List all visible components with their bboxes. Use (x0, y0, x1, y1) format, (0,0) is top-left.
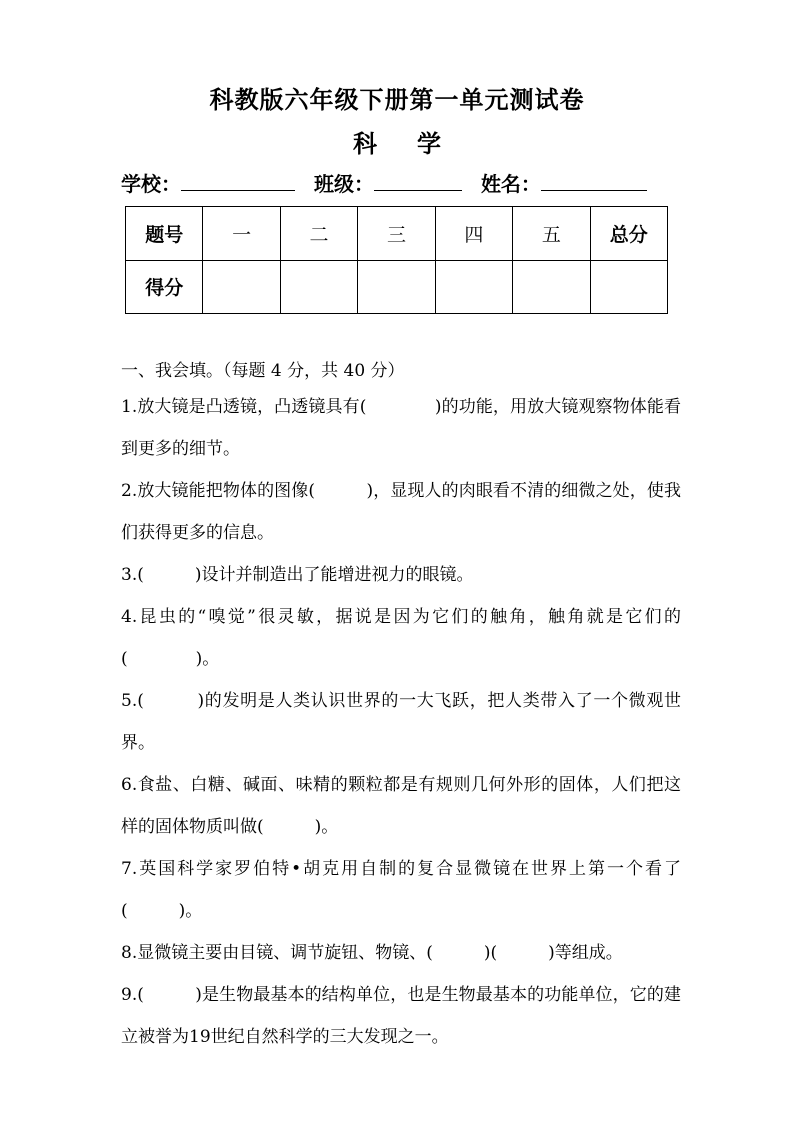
school-label: 学校： (121, 172, 181, 196)
question-4: 4.昆虫的“嗅觉”很灵敏，据说是因为它们的触角，触角就是它们的( )。 (121, 607, 681, 669)
question-6: 6.食盐、白糖、碱面、味精的颗粒都是有规则几何外形的固体，人们把这样的固体物质叫做( )。 (121, 775, 681, 837)
score-row-label: 得分 (126, 260, 203, 314)
header-cell-3: 三 (358, 207, 435, 261)
student-info-row (121, 168, 659, 197)
score-table (125, 206, 668, 314)
score-cell-3 (358, 260, 435, 314)
question-1: 1.放大镜是凸透镜，凸透镜具有( )的功能，用放大镜观察物体能看到更多的细节。 (121, 397, 681, 459)
score-cell-5 (513, 260, 590, 314)
score-table-header-row (126, 207, 668, 261)
header-cell-5: 五 (513, 207, 590, 261)
question-2: 2.放大镜能把物体的图像( )，显现人的肉眼看不清的细微之处，使我们获得更多的信息。 (121, 481, 681, 543)
class-label: 班级： (313, 172, 374, 196)
school-blank (181, 172, 295, 191)
exam-title: 科教版六年级下册第一单元测试卷 (209, 85, 585, 114)
question-5: 5.( )的发明是人类认识世界的一大飞跃，把人类带入了一个微观世界。 (121, 691, 681, 753)
question-3: 3.( )设计并制造出了能增进视力的眼镜。 (121, 565, 474, 585)
header-cell-total: 总分 (590, 207, 667, 261)
header-cell-1: 一 (203, 207, 280, 261)
question-9: 9.( )是生物最基本的结构单位，也是生物最基本的功能单位，它的建立被誉为19世纪自然科学的三大发现之一。 (121, 985, 681, 1047)
score-table-score-row (126, 260, 668, 314)
class-blank (374, 172, 462, 191)
section-title: 一、我会填。（每题 4 分，共 40 分） (121, 361, 405, 381)
score-cell-4 (435, 260, 512, 314)
question-7: 7.英国科学家罗伯特•胡克用自制的复合显微镜在世界上第一个看了( )。 (121, 859, 681, 921)
name-blank (541, 172, 647, 191)
score-cell-total (590, 260, 667, 314)
header-cell-label: 题号 (126, 207, 203, 261)
header-cell-2: 二 (280, 207, 357, 261)
name-label: 姓名： (480, 172, 541, 196)
subject-title: 科学 (353, 129, 481, 158)
question-list (121, 386, 681, 1058)
question-8: 8.显微镜主要由目镜、调节旋钮、物镜、( )( )等组成。 (121, 943, 623, 963)
score-cell-2 (280, 260, 357, 314)
header-cell-4: 四 (435, 207, 512, 261)
score-cell-1 (203, 260, 280, 314)
